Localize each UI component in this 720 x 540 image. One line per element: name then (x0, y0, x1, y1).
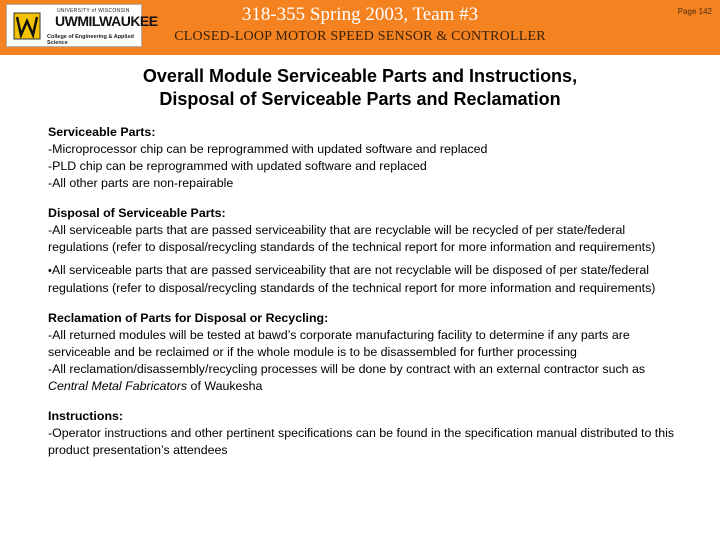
logo-uwm-text (55, 13, 158, 29)
reclamation-heading: Reclamation of Parts for Disposal or Recycling: (48, 311, 329, 325)
reclamation-section (48, 310, 688, 395)
serviceable-line: -PLD chip can be reprogrammed with updated software and replaced (48, 159, 427, 173)
disposal-paragraph-2 (48, 262, 688, 297)
serviceable-parts-section (48, 124, 688, 192)
disposal-section (48, 205, 688, 297)
project-title: CLOSED-LOOP MOTOR SPEED SENSOR & CONTROLLER (174, 29, 546, 44)
instructions-heading: Instructions: (48, 409, 124, 423)
reclamation-paragraph-1: -All returned modules will be tested at bawd’s corporate manufacturing facility to determine if any parts are serviceable and be reclaimed or if the whole module is to be disassembled for further processing (48, 328, 630, 359)
serviceable-line: -Microprocessor chip can be reprogrammed with updated software and replaced (48, 142, 488, 156)
disposal-heading: Disposal of Serviceable Parts: (48, 206, 226, 220)
serviceable-parts-heading: Serviceable Parts: (48, 125, 156, 139)
slide-body (48, 124, 688, 472)
slide-title-line-1: Overall Module Serviceable Parts and Instructions, (142, 66, 578, 86)
slide-title (40, 65, 680, 111)
reclamation-paragraph-2 (48, 361, 688, 395)
instructions-section (48, 408, 688, 459)
reclamation-paragraph-2-prefix: -All reclamation/disassembly/recycling processes will be done by contract with an external contractor such as (48, 362, 646, 376)
contractor-name: Central Metal Fabricators (48, 379, 188, 393)
logo-milwaukee: MILWAUKEE (77, 13, 158, 29)
university-emblem-icon (13, 11, 41, 41)
instructions-paragraph: -Operator instructions and other pertinent specifications can be found in the specification manual distributed to this product presentation’s attendees (48, 426, 675, 457)
disposal-paragraph-1: -All serviceable parts that are passed serviceability that are recyclable will be recycled of per state/federal regulations (refer to disposal/recycling standards of the technical report for more information and requirements) (48, 223, 656, 254)
bullet-icon: • (48, 265, 52, 277)
course-title: 318-355 Spring 2003, Team #3 (241, 4, 479, 25)
logo-uw: UW (55, 13, 78, 29)
uwm-logo (6, 4, 158, 47)
logo-college: College of Engineering & Applied Science (47, 34, 134, 46)
reclamation-paragraph-2-suffix: of Waukesha (187, 379, 263, 393)
disposal-paragraph-2-text: All serviceable parts that are passed serviceability that are not recyclable will be disposed of per state/federal regulations (refer to disposal/recycling standards of the technical report for more information and requirements) (48, 263, 656, 295)
page-number: Page 142 (677, 7, 712, 16)
slide-title-line-2: Disposal of Serviceable Parts and Reclamation (159, 89, 561, 109)
serviceable-line: -All other parts are non-repairable (48, 176, 234, 190)
slide-header (0, 0, 720, 55)
logo-university-line: UNIVERSITY of WISCONSIN (57, 8, 130, 14)
